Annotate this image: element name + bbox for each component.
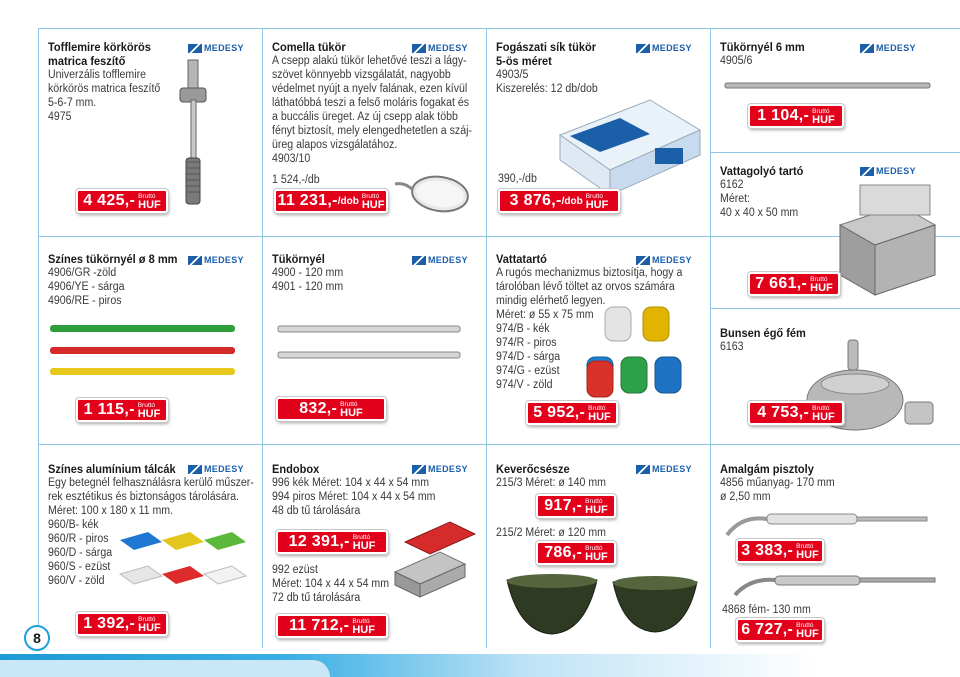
mirror-image [395,172,475,217]
product-name: Comella tükör [272,40,346,54]
trays-image [120,532,250,597]
price-tag: 917,- Bruttó HUF [536,494,616,518]
product-tofflemire [48,40,170,124]
logo-mark-icon [860,44,874,53]
medesy-logo: MEDESY [188,255,244,265]
product-description: A csepp alakú tükör lehetővé teszi a lágy- szövet könnyebb vizsgálatát, nagyobb védelmet nyújt a nyelv falának, ezen kívül láthatóbbá teszi a felső moláris fogakat és a buccális üreget. Az új csepp alak több fényt biztosít, mely elengedhetetlen a száj- üreg alapos vizsgálatához. 4903/10 [272,55,472,165]
logo-mark-icon [188,44,202,53]
metal-gun-image [735,570,945,605]
price-tag: 1 115,- Bruttó HUF [76,398,168,422]
product-name: Tükörnyél [272,252,325,266]
price-tag: 11 712,- Bruttó HUF [276,614,388,638]
product-description: 4905/6 [720,55,753,67]
medesy-logo: MEDESY [412,464,468,474]
price-tag: 12 391,- Bruttó HUF [276,530,388,554]
price-tag: 4 753,- Bruttó HUF [748,401,844,425]
medesy-logo: MEDESY [860,166,916,176]
price-tag: 4 425,- Bruttó HUF [76,189,168,213]
product-description: 215/2 Méret: ø 120 mm [496,527,606,539]
price-tag: 5 952,- Bruttó HUF [526,401,618,425]
price-tag: 3 876,- /dob Bruttó HUF [498,189,620,213]
medesy-logo: MEDESY [188,43,244,53]
product-name: Bunsen égő fém [720,326,806,340]
product-description: 4856 műanyag- 170 mm ø 2,50 mm [720,477,835,503]
grid-line [38,236,960,237]
page-number: 8 [24,625,50,651]
colored-handles-image [50,320,240,380]
medesy-logo: MEDESY [860,43,916,53]
logo-mark-icon [412,465,426,474]
product-comella [272,40,489,187]
bowls-image [505,572,705,647]
endobox-variant [272,563,399,605]
mirror-box-image [560,100,700,195]
handles-image [278,322,468,362]
product-name: Fogászati sík tükör 5-ös méret [496,40,597,68]
product-name: Tükörnyél 6 mm [720,40,805,54]
product-name: Színes tükörnyél ø 8 mm [48,252,178,266]
grid-line [38,28,39,638]
dispensers-image [585,305,705,400]
product-description: 4903/5 Kiszerelés: 12 db/dob [496,69,598,95]
grid-line [38,444,960,445]
product-description: Egy betegnél felhasználásra kerülő műszer- rek esztétikus és biztonságos tárolására. Méret: 100 x 180 x 11 mm. 960/B- kék 960/R - piros 960/D - sárga 960/S - ezüst 960/V - zöld [48,477,254,587]
logo-mark-icon [188,465,202,474]
medesy-logo: MEDESY [412,255,468,265]
handle-image [725,80,935,90]
product-szines-tukornyel [48,252,189,308]
product-name: Amalgám pisztoly [720,462,814,476]
endobox-image [395,522,480,602]
logo-mark-icon [412,256,426,265]
price-tag: 3 383,- Bruttó HUF [736,539,824,563]
amalgam-variant [722,603,819,617]
footer-strip-accent [0,660,330,677]
unit-price: 390,-/db [498,173,537,185]
product-description: 4906/GR -zöld 4906/YE - sárga 4906/RE - piros [48,267,125,307]
product-tukornyel [272,252,349,294]
medesy-logo: MEDESY [636,464,692,474]
grid-line [38,28,960,29]
price-tag: 786,- Bruttó HUF [536,541,616,565]
product-description: 996 kék Méret: 104 x 44 x 54 mm 994 piros Méret: 104 x 44 x 54 mm 48 db tű tárolására [272,477,436,517]
grid-line [710,308,960,309]
product-name: Vattagolyó tartó [720,164,804,178]
product-fogaszati [496,40,607,96]
tofflemire-image [170,60,220,210]
product-name: Endobox [272,462,320,476]
product-description: 6163 [720,341,744,353]
product-tukornyel6 [720,40,812,68]
grid-line [710,28,711,648]
product-name: Tofflemire körkörös matrica feszítő [48,40,151,68]
product-description: 6162 Méret: 40 x 40 x 50 mm [720,179,799,219]
logo-mark-icon [636,44,650,53]
medesy-logo: MEDESY [412,43,468,53]
logo-mark-icon [188,256,202,265]
medesy-logo: MEDESY [188,464,244,474]
unit-price: 1 524,-/db [272,174,320,186]
medesy-logo: MEDESY [636,255,692,265]
product-description: 992 ezüst Méret: 104 x 44 x 54 mm 72 db tű tárolására [272,564,390,604]
price-tag: 7 661,- Bruttó HUF [748,272,840,296]
price-tag: 832,- Bruttó HUF [276,397,386,421]
product-description: 4868 fém- 130 mm [722,604,811,616]
product-description: 215/3 Méret: ø 140 mm [496,477,606,489]
product-description: 4900 - 120 mm 4901 - 120 mm [272,267,344,293]
price-tag: 6 727,- Bruttó HUF [736,618,824,642]
product-keverocsesze [496,462,616,490]
logo-mark-icon [636,256,650,265]
product-vattagolyo [720,164,811,220]
product-amalgam [720,462,845,504]
logo-mark-icon [636,465,650,474]
cotton-holder-image [830,185,940,300]
grid-line [710,152,960,153]
price-tag: 1 392,- Bruttó HUF [76,612,168,636]
product-name: Színes alumínium tálcák [48,462,176,476]
product-name: Keverőcsésze [496,462,570,476]
product-name: Vattatartó [496,252,547,266]
medesy-logo: MEDESY [636,43,692,53]
price-tag: 1 104,- Bruttó HUF [748,104,844,128]
keverocsesze-variant [496,526,616,540]
product-description: A rugós mechanizmus biztosítja, hogy a tárolóban lévő töltet az orvos számára mindig elérhető legyen. Méret: ø 55 x 75 mm 974/B - kék 974/R - piros 974/D - sárga 974/G - ezüst 974/V - zöld [496,267,683,391]
product-description: Univerzális tofflemire körkörös matrica feszítő 5-6-7 mm. 4975 [48,69,161,123]
logo-mark-icon [860,167,874,176]
price-tag: 11 231,- /dob Bruttó HUF [274,189,388,213]
logo-mark-icon [412,44,426,53]
